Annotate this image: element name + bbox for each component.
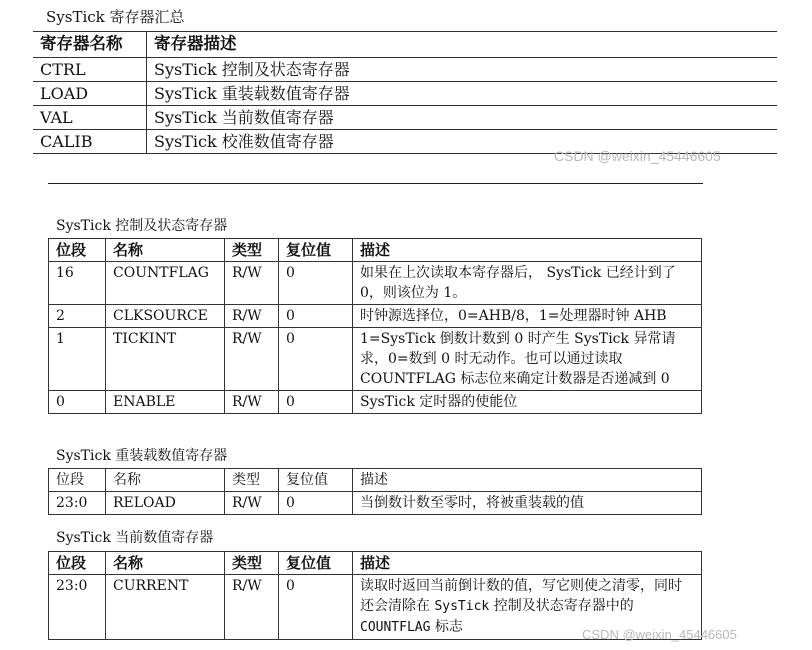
- register-description-cell: SysTick 当前数值寄存器: [147, 106, 778, 130]
- table-header-row: [33, 32, 777, 58]
- description-cell: SysTick 定时器的使能位: [353, 391, 702, 414]
- register-name-cell: VAL: [33, 106, 147, 130]
- flag-name-code: COUNTFLAG: [360, 620, 431, 635]
- table-row: [49, 262, 702, 305]
- reset-value-cell: 0: [279, 391, 353, 414]
- header-name: 名称: [106, 239, 225, 262]
- header-type: 类型: [225, 469, 279, 492]
- watermark: CSDN @weixin_45446605: [554, 148, 721, 164]
- header-bit-field: 位段: [49, 239, 106, 262]
- register-description-cell: SysTick 重装载数值寄存器: [147, 82, 778, 106]
- table-row: [49, 492, 702, 515]
- name-cell: COUNTFLAG: [106, 262, 225, 305]
- ctrl-register-table: [48, 238, 702, 414]
- header-register-description: 寄存器描述: [147, 32, 778, 58]
- watermark: CSDN @weixin_45446605: [582, 627, 737, 642]
- table-row: [49, 305, 702, 328]
- bit-field-cell: 0: [49, 391, 106, 414]
- bit-field-cell: 1: [49, 328, 106, 391]
- name-cell: ENABLE: [106, 391, 225, 414]
- type-cell: R/W: [225, 391, 279, 414]
- header-description: 描述: [353, 552, 702, 575]
- description-cell: 时钟源选择位，0=AHB/8，1=处理器时钟 AHB: [353, 305, 702, 328]
- register-name-cell: LOAD: [33, 82, 147, 106]
- reset-value-cell: 0: [279, 305, 353, 328]
- type-cell: R/W: [225, 575, 279, 640]
- name-cell: RELOAD: [106, 492, 225, 515]
- register-description-cell: SysTick 控制及状态寄存器: [147, 58, 778, 82]
- bit-field-cell: 2: [49, 305, 106, 328]
- register-description-cell: SysTick 校准数值寄存器: [147, 130, 778, 154]
- header-bit-field: 位段: [49, 469, 106, 492]
- table-header-row: [49, 552, 702, 575]
- load-register-table: [48, 468, 702, 515]
- description-cell: 1=SysTick 倒数计数到 0 时产生 SysTick 异常请求，0=数到 0 时无动作。也可以通过读取 COUNTFLAG 标志位来确定计数器是否递减到 0: [353, 328, 702, 391]
- table-row: [33, 106, 777, 130]
- header-type: 类型: [225, 239, 279, 262]
- register-name-cell: CTRL: [33, 58, 147, 82]
- header-type: 类型: [225, 552, 279, 575]
- description-text: 读取时返回当前倒计数的值，写它则使之清零，同时还会清除在: [360, 578, 682, 614]
- register-name-code: SysTick: [434, 599, 490, 614]
- name-cell: CLKSOURCE: [106, 305, 225, 328]
- header-reset-value: 复位值: [279, 469, 353, 492]
- register-summary-table: [33, 31, 777, 154]
- header-bit-field: 位段: [49, 552, 106, 575]
- table-header-row: [49, 469, 702, 492]
- bit-field-cell: 23:0: [49, 492, 106, 515]
- table-row: [33, 82, 777, 106]
- description-cell: 当倒数计数至零时，将被重装载的值: [353, 492, 702, 515]
- header-reset-value: 复位值: [279, 239, 353, 262]
- load-table-title: SysTick 重装载数值寄存器: [56, 448, 228, 464]
- table-row: [33, 58, 777, 82]
- reset-value-cell: 0: [279, 328, 353, 391]
- description-text: 控制及状态寄存器中的: [489, 598, 634, 614]
- bit-field-cell: 16: [49, 262, 106, 305]
- type-cell: R/W: [225, 492, 279, 515]
- table-row: [49, 328, 702, 391]
- reset-value-cell: 0: [279, 262, 353, 305]
- type-cell: R/W: [225, 305, 279, 328]
- name-cell: TICKINT: [106, 328, 225, 391]
- header-description: 描述: [353, 239, 702, 262]
- name-cell: CURRENT: [106, 575, 225, 640]
- summary-table-title: SysTick 寄存器汇总: [46, 8, 185, 26]
- header-name: 名称: [106, 552, 225, 575]
- header-register-name: 寄存器名称: [33, 32, 147, 58]
- header-name: 名称: [106, 469, 225, 492]
- description-cell: 如果在上次读取本寄存器后， SysTick 已经计到了 0，则该位为 1。: [353, 262, 702, 305]
- ctrl-table-title: SysTick 控制及状态寄存器: [56, 218, 228, 234]
- description-text: 标志: [430, 619, 463, 635]
- reset-value-cell: 0: [279, 575, 353, 640]
- register-name-cell: CALIB: [33, 130, 147, 154]
- table-row: [49, 391, 702, 414]
- bit-field-cell: 23:0: [49, 575, 106, 640]
- type-cell: R/W: [225, 328, 279, 391]
- type-cell: R/W: [225, 262, 279, 305]
- table-header-row: [49, 239, 702, 262]
- reset-value-cell: 0: [279, 492, 353, 515]
- header-reset-value: 复位值: [279, 552, 353, 575]
- divider: [48, 183, 703, 184]
- header-description: 描述: [353, 469, 702, 492]
- val-table-title: SysTick 当前数值寄存器: [56, 530, 214, 546]
